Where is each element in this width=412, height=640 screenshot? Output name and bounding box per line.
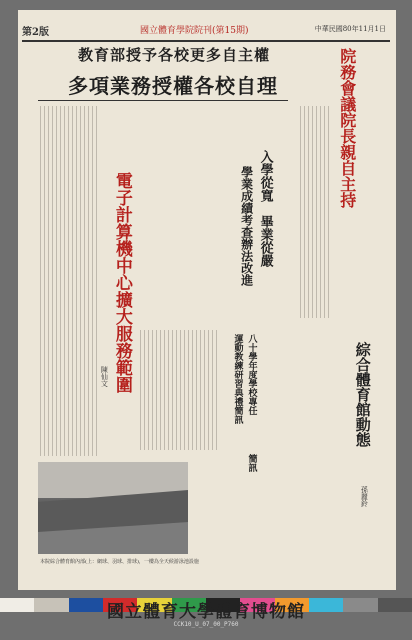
headline-sub: 多項業務授權各校自理 bbox=[68, 74, 278, 98]
byline-right: 孫麗鈴 bbox=[360, 486, 369, 507]
page-header bbox=[22, 22, 390, 42]
body-text-right bbox=[300, 106, 332, 318]
sub-headline-2: 學業成績考查辦法改進 bbox=[239, 166, 254, 286]
side-headline: 院務會議院長親自主持 bbox=[337, 48, 357, 208]
photo bbox=[38, 462, 188, 554]
headline-rule bbox=[38, 100, 288, 101]
sub-headline-1: 入學從寬 畢業從嚴 bbox=[257, 150, 273, 267]
archive-id: CCK10_U_07_00_P760 bbox=[173, 621, 239, 628]
body-text-left bbox=[40, 106, 100, 456]
byline-red: 陳仙文 bbox=[100, 366, 109, 387]
date-line: 中華民國80年11月1日 bbox=[314, 25, 386, 33]
photo-caption: 本院綜合體育館內部(上：網球、羽球、排球)，一樓為全天候游泳池設施 bbox=[40, 559, 199, 565]
red-headline: 電子計算機中心擴大服務範圍 bbox=[111, 172, 132, 393]
headline-main: 教育部授予各校更多自主權 bbox=[78, 46, 271, 64]
page-number: 第2版 bbox=[22, 27, 49, 38]
col-headline-1: 八十學年度學校專任 bbox=[246, 334, 257, 415]
right-headline: 綜合體育館動態 bbox=[353, 342, 372, 447]
col-headline-3: 簡訊 bbox=[246, 454, 257, 472]
col-headline-2: 運動教練研習典禮簡訊 bbox=[232, 334, 243, 424]
photo-image bbox=[38, 462, 188, 554]
masthead: 國立體育學院院刊(第15期) bbox=[140, 26, 249, 36]
body-text-mid bbox=[140, 330, 220, 450]
museum-watermark: 國立體育大學體育博物館 bbox=[107, 602, 305, 622]
